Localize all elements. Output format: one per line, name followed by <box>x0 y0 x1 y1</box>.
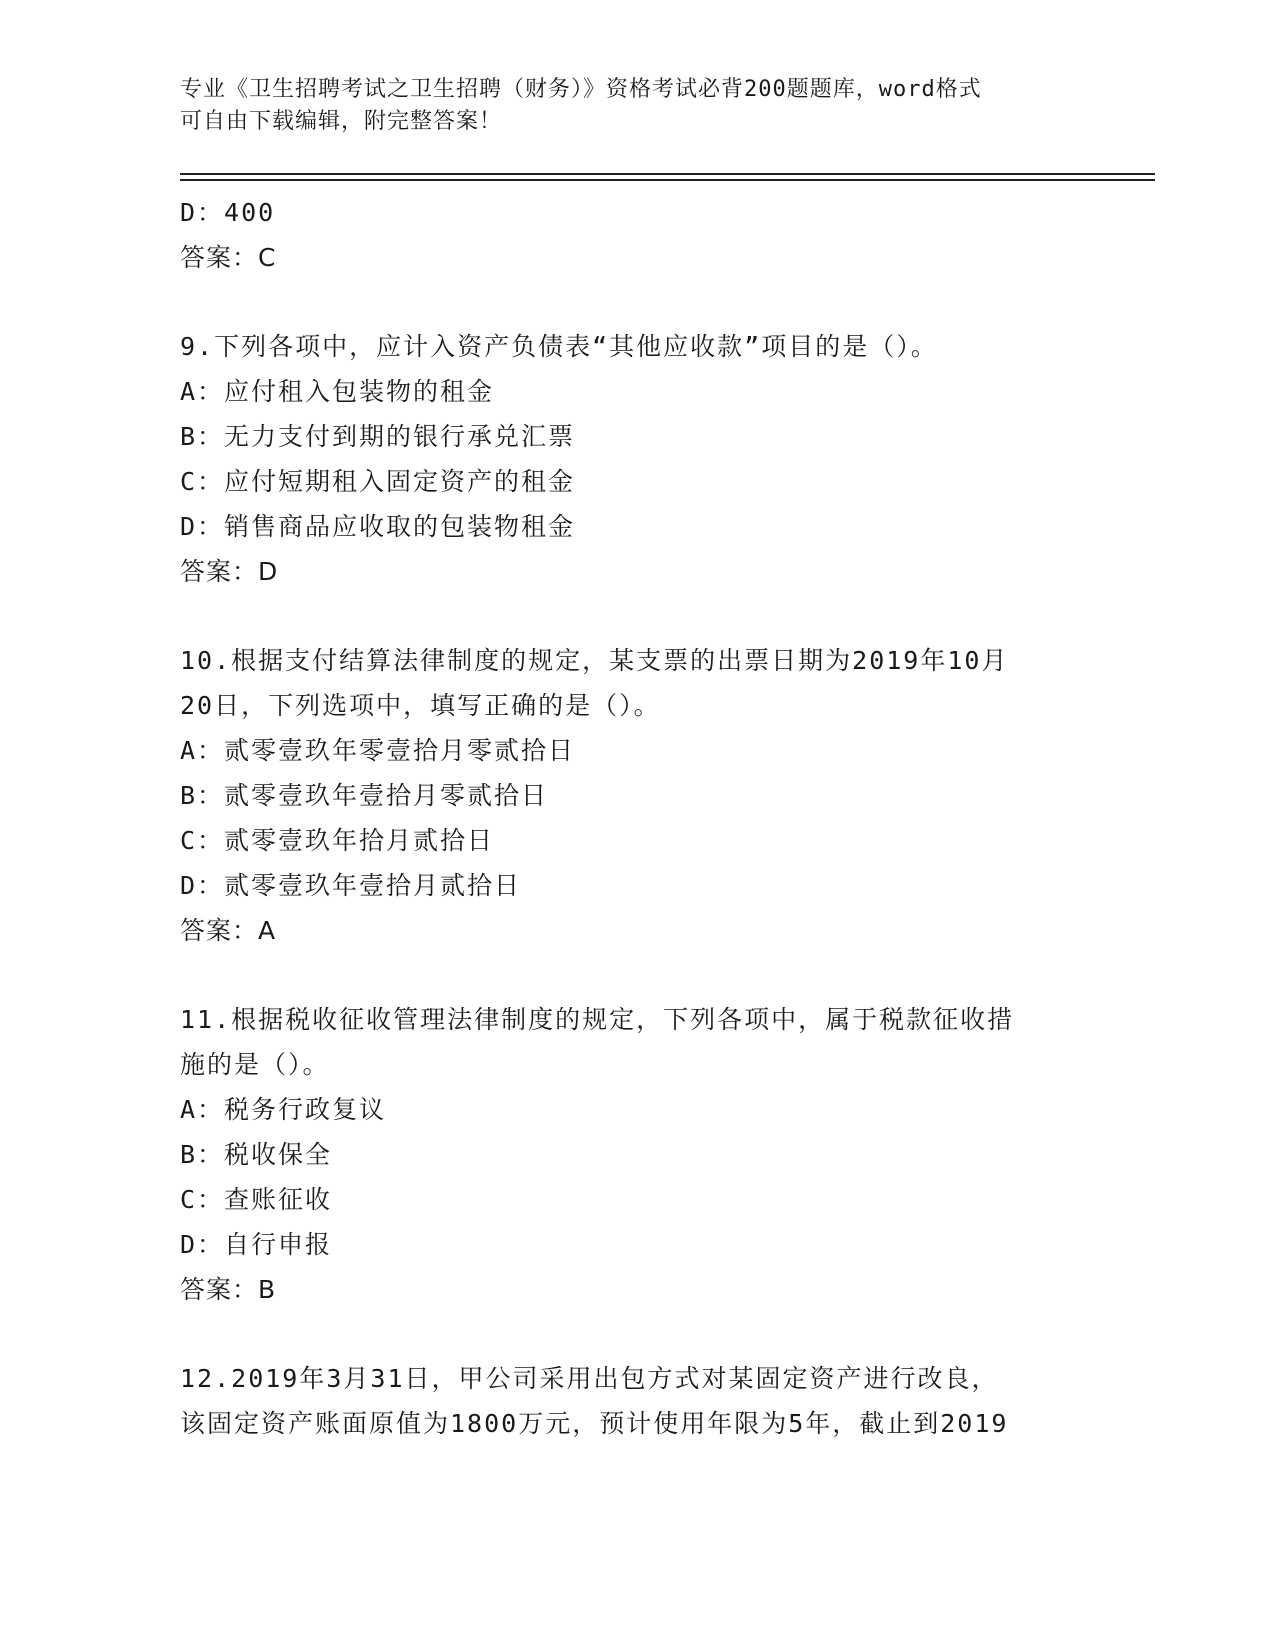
spacer <box>180 953 1080 997</box>
header-title-line-2: 可自由下载编辑，附完整答案！ <box>180 109 503 134</box>
option-d: D：自行申报 <box>180 1230 333 1259</box>
option-c: C：查账征收 <box>180 1185 333 1214</box>
question-text: 12.2019年3月31日，甲公司采用出包方式对某固定资产进行改良， <box>180 1364 999 1393</box>
document-header <box>180 74 1060 138</box>
question-text: 10.根据支付结算法律制度的规定，某支票的出票日期为2019年10月 <box>180 646 1009 675</box>
question-text-continued: 该固定资产账面原值为1800万元，预计使用年限为5年，截止到2019 <box>180 1409 1009 1438</box>
answer: 答案：A <box>180 916 277 945</box>
question-text: 11.根据税收征收管理法律制度的规定，下列各项中，属于税款征收措 <box>180 1005 1015 1034</box>
option-d: D：贰零壹玖年壹拾月贰拾日 <box>180 871 522 900</box>
question-block-10 <box>180 638 1080 953</box>
option-a: A：应付租入包装物的租金 <box>180 377 495 406</box>
question-text-continued: 施的是（）。 <box>180 1050 330 1079</box>
option-a: A：贰零壹玖年零壹拾月零贰拾日 <box>180 736 576 765</box>
spacer <box>180 280 1080 324</box>
option-c: C：贰零壹玖年拾月贰拾日 <box>180 826 495 855</box>
option-d: D：400 <box>180 198 276 227</box>
question-block-11 <box>180 997 1080 1312</box>
answer: 答案：B <box>180 1275 277 1304</box>
option-b: B：贰零壹玖年壹拾月零贰拾日 <box>180 781 549 810</box>
answer: 答案：D <box>180 557 279 586</box>
option-c: C：应付短期租入固定资产的租金 <box>180 467 576 496</box>
spacer <box>180 1312 1080 1356</box>
question-block-12 <box>180 1356 1080 1446</box>
option-b: B：无力支付到期的银行承兑汇票 <box>180 422 576 451</box>
question-block-9 <box>180 324 1080 594</box>
option-b: B：税收保全 <box>180 1140 333 1169</box>
spacer <box>180 594 1080 638</box>
header-divider-top <box>180 173 1155 175</box>
header-title-line-1: 专业《卫生招聘考试之卫生招聘（财务）》资格考试必背200题题库，word格式 <box>180 77 982 102</box>
question-text-continued: 20日，下列选项中，填写正确的是（）。 <box>180 691 661 720</box>
option-a: A：税务行政复议 <box>180 1095 387 1124</box>
question-content <box>180 190 1080 1446</box>
question-text: 9.下列各项中，应计入资产负债表“其他应收款”项目的是（）。 <box>180 332 938 361</box>
option-d: D：销售商品应收取的包装物租金 <box>180 512 576 541</box>
header-divider-bottom <box>180 179 1155 181</box>
answer: 答案：C <box>180 243 277 272</box>
